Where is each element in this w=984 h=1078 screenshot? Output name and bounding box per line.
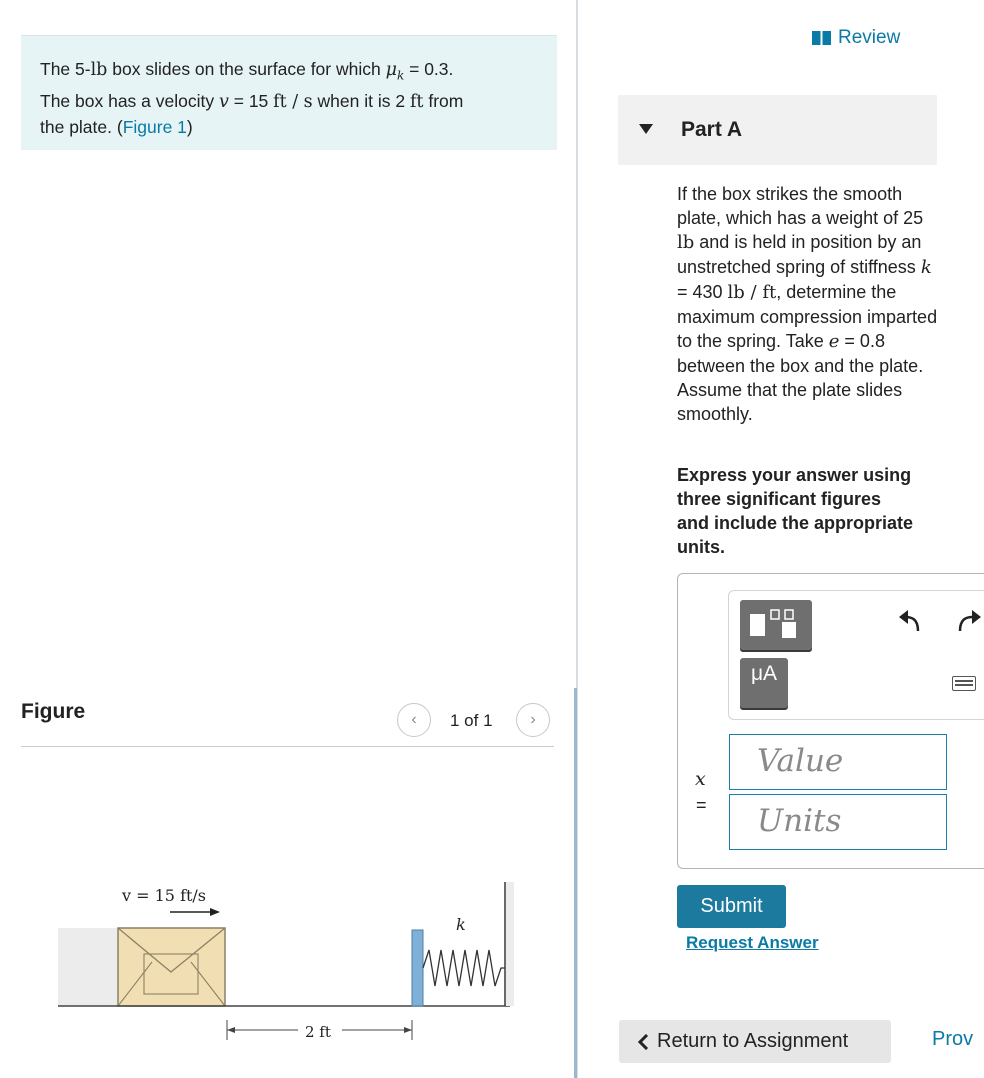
value-input[interactable]: Value <box>729 734 947 790</box>
return-to-assignment-button[interactable]: Return to Assignment <box>619 1020 891 1063</box>
redo-icon[interactable] <box>956 609 982 633</box>
prev-figure-button[interactable] <box>397 703 431 737</box>
review-book-icon <box>812 31 831 45</box>
equals-sign: = <box>696 795 707 815</box>
templates-button[interactable] <box>740 600 812 650</box>
box <box>118 928 225 1006</box>
answer-instructions: Express your answer using three significant figures and include the appropriate units. <box>677 465 914 557</box>
provide-feedback-link[interactable]: Prov <box>932 1028 974 1050</box>
figure-divider <box>21 746 554 747</box>
undo-icon[interactable] <box>898 609 924 633</box>
submit-button[interactable]: Submit <box>677 885 786 928</box>
chevron-left-icon <box>637 1034 649 1050</box>
figure-diagram <box>40 870 530 1050</box>
chevron-right-icon: › <box>530 711 536 728</box>
units-button-label: μA <box>750 662 778 685</box>
velocity-arrowhead <box>210 908 220 916</box>
next-figure-button[interactable] <box>516 703 550 737</box>
units-input[interactable]: Units <box>729 794 947 850</box>
answer-variable: x <box>695 768 706 790</box>
templates-icon <box>740 600 812 650</box>
dim-arrow-right <box>404 1027 412 1033</box>
ledge <box>58 928 118 1006</box>
plate <box>412 930 423 1006</box>
figure-pager: 1 of 1 <box>450 711 493 730</box>
problem-text: The 5-lb box slides on the surface for which $\mu_k = 0.3$. The box has a velocity v = 15 ft / s when it is 2 ft from the plate. (Figure 1) <box>40 59 464 137</box>
question-text: If the box strikes the smooth plate, which has a weight of 25 lb and is held in position by an unstretched spring of stiffness k = 430 lb / ft, determine the maximum compression imparted to the spring. Take e = 0.8 between the box and the plate. Assume that the plate slides smoothly. <box>677 184 938 424</box>
spring-label: k <box>456 915 466 934</box>
part-a-header[interactable] <box>618 95 937 165</box>
wall-shading <box>506 882 514 1006</box>
resize-handle[interactable] <box>574 688 577 1078</box>
units-button[interactable] <box>740 658 788 708</box>
request-answer-link[interactable]: Request Answer <box>686 933 819 952</box>
velocity-label: v = 15 ft/s <box>122 886 207 905</box>
spring <box>423 950 505 986</box>
caret-down-icon[interactable] <box>639 124 653 134</box>
keyboard-icon[interactable] <box>952 676 976 691</box>
distance-label: 2 ft <box>305 1023 331 1041</box>
figure-title: Figure <box>21 700 86 723</box>
dim-arrow-left <box>227 1027 235 1033</box>
figure-link[interactable]: Figure 1 <box>122 116 187 137</box>
chevron-left-icon: ‹ <box>411 711 417 728</box>
part-a-label: Part A <box>681 118 743 141</box>
review-link[interactable]: Review <box>812 27 900 49</box>
